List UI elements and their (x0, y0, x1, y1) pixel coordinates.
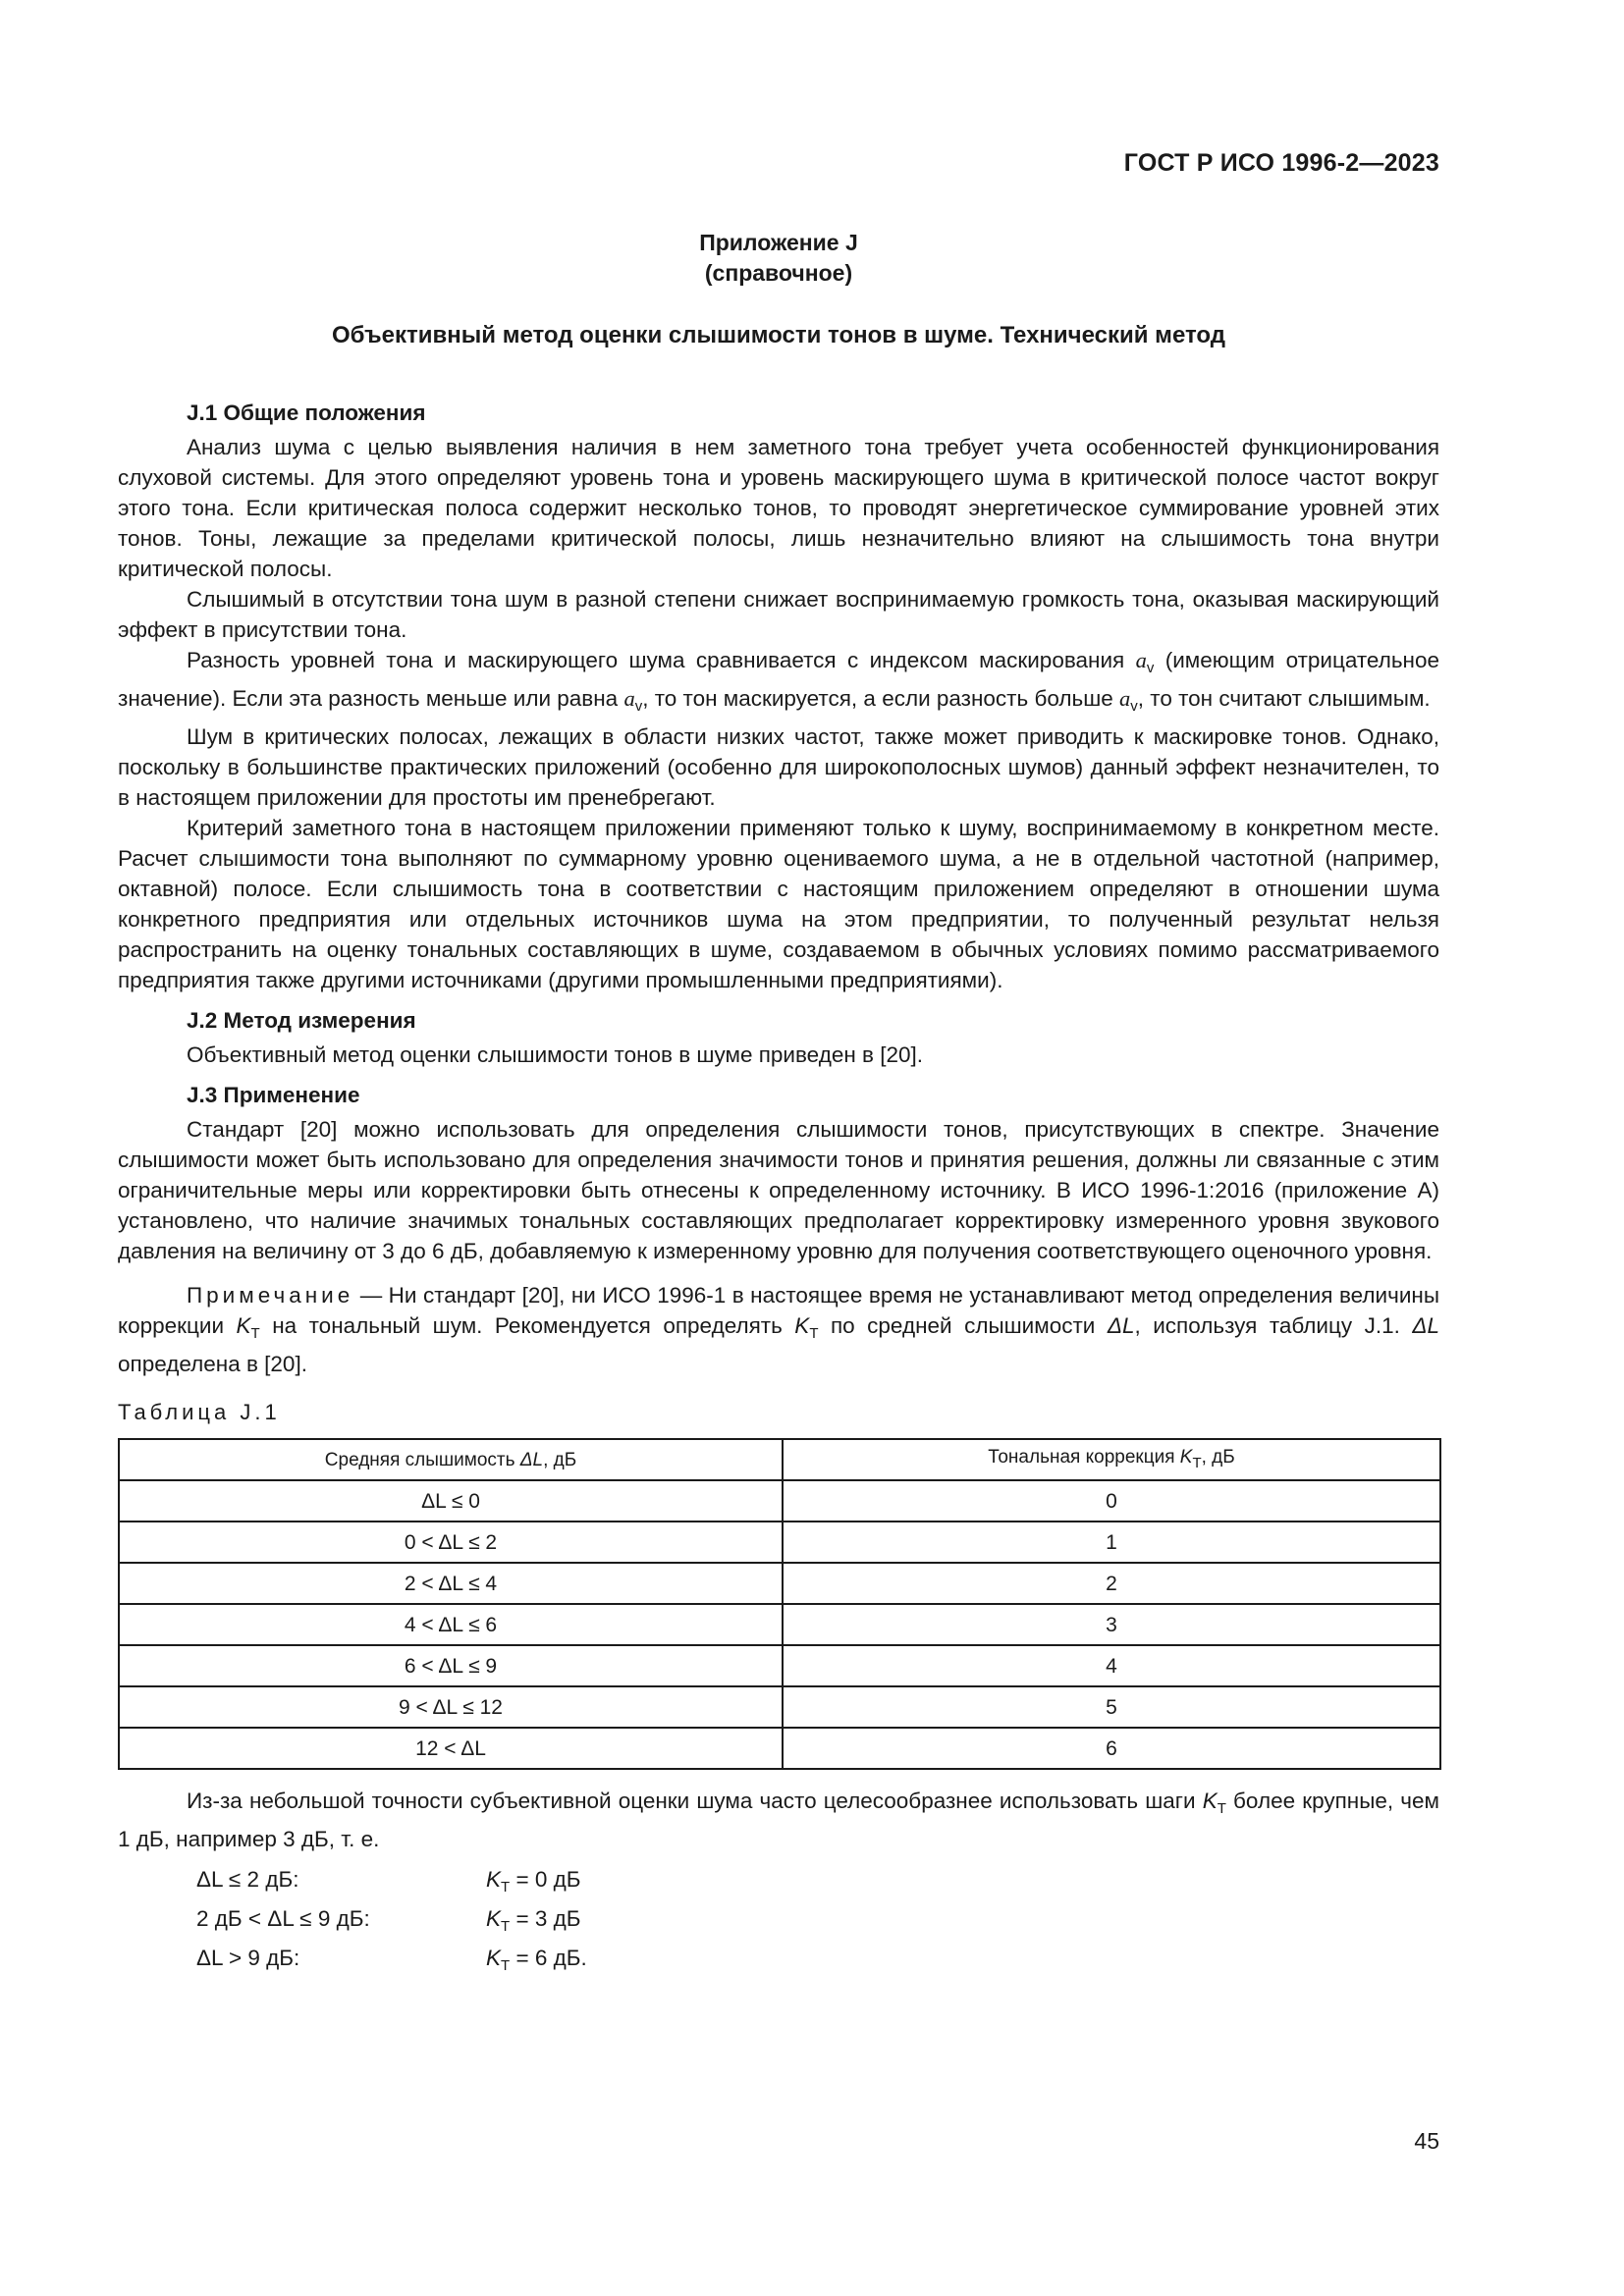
step-condition: 2 дБ < ΔL ≤ 9 дБ: (196, 1906, 370, 1931)
step-row (118, 1864, 1439, 1903)
cell-range: 6 < ΔL ≤ 9 (119, 1645, 783, 1686)
cell-value: 5 (783, 1686, 1440, 1728)
paragraph: Анализ шума с целью выявления наличия в нем заметного тона требует учета особенностей функционирования слуховой системы. Для этого определяют уровень тона и уровень маскирующего шума в критической полосе частот вокруг этого тона. Если критическая полоса содержит несколько тонов, то проводят энергетическое суммирование уровней этих тонов. Тоны, лежащие за пределами критической полосы, лишь незначительно влияют на слышимость тона внутри критической полосы. (118, 435, 1439, 581)
step-list (118, 1864, 1439, 1982)
table-caption: Таблица J.1 (118, 1400, 281, 1424)
paragraph: Объективный метод оценки слышимости тонов в шуме приведен в [20]. (187, 1042, 924, 1067)
table-row (119, 1480, 1440, 1522)
standard-designation: ГОСТ Р ИСО 1996-2—2023 (1123, 149, 1439, 177)
cell-range: 4 < ΔL ≤ 6 (119, 1604, 783, 1645)
table-row (119, 1522, 1440, 1563)
step-condition: ΔL ≤ 2 дБ: (196, 1867, 299, 1892)
section-heading-j1: J.1 Общие положения (187, 400, 426, 425)
annex-number: Приложение J (699, 230, 858, 255)
paragraph: Стандарт [20] можно использовать для определения слышимости тонов, присутствующих в спектре. Значение слышимости может быть использовано для определения значимости тонов и принятия решения, должны ли связанные с этим ограничительные меры или корректировки быть отнесены к определенному источнику. В ИСО 1996-1:2016 (приложение А) установлено, что наличие значимых тональных составляющих предполагает корректировку измеренного уровня звукового давления на величину от 3 до 6 дБ, добавляемую к измеренному уровню для получения соответствующего оценочного уровня. (118, 1117, 1439, 1263)
step-row (118, 1903, 1439, 1943)
section-heading-j3: J.3 Применение (187, 1083, 360, 1107)
paragraph-step-size: Из-за небольшой точности субъективной оценки шума часто целесообразнее использовать шаги $K_T$ более крупные, чем 1 дБ, например 3 дБ, т. е. (118, 1789, 1439, 1851)
cell-range: 0 < ΔL ≤ 2 (119, 1522, 783, 1563)
column-header-correction: Тональная коррекция $K_T$, дБ (783, 1439, 1440, 1480)
paragraph: Слышимый в отсутствии тона шум в разной степени снижает воспринимаемую громкость тона, оказывая маскирующий эффект в присутствии тона. (118, 587, 1439, 642)
cell-range: 12 < ΔL (119, 1728, 783, 1769)
table-row (119, 1686, 1440, 1728)
table-header-row (119, 1439, 1440, 1480)
table-row (119, 1563, 1440, 1604)
paragraph: Шум в критических полосах, лежащих в области низких частот, также может приводить к маскировке тонов. Однако, поскольку в большинстве практических приложений (особенно для широкополосных шумов) данный эффект незначителен, то в настоящем приложении для простоты им пренебрегают. (118, 724, 1439, 810)
step-value: $K_T = 6$ дБ. (486, 1946, 587, 1974)
table-row (119, 1604, 1440, 1645)
table-row (119, 1728, 1440, 1769)
paragraph-masking-index: Разность уровней тона и маскирующего шума сравнивается с индексом маскирования $a_v$ (имеющим отрицательное значение). Если эта разность меньше или равна $a_v$, то тон маскируется, а если разность больше $a_v$, то тон считают слышимым. (118, 648, 1440, 715)
paragraph: Критерий заметного тона в настоящем приложении применяют только к шуму, воспринимаемому в конкретном месте. Расчет слышимости тона выполняют по суммарному уровню оцениваемого шума, а не в отдельной частотной (например, октавной) полосе. Если слышимость тона в соответствии с настоящим приложением определяют в отношении шума конкретного предприятия или отдельных источников шума на этом предприятии, то полученный результат нельзя распространить на оценку тональных составляющих в шуме, создаваемом в обычных условиях помимо рассматриваемого предприятия также другими источниками (другими промышленными предприятиями). (118, 816, 1439, 992)
cell-value: 2 (783, 1563, 1440, 1604)
cell-value: 0 (783, 1480, 1440, 1522)
annex-heading: Объективный метод оценки слышимости тонов в шуме. Технический метод (332, 322, 1225, 348)
cell-value: 6 (783, 1728, 1440, 1769)
step-row (118, 1943, 1439, 1982)
cell-value: 1 (783, 1522, 1440, 1563)
step-value: $K_T = 3$ дБ (486, 1906, 581, 1935)
cell-range: ΔL ≤ 0 (119, 1480, 783, 1522)
step-condition: ΔL > 9 дБ: (196, 1946, 300, 1970)
correction-table (118, 1438, 1441, 1770)
step-value: $K_T = 0$ дБ (486, 1867, 581, 1896)
cell-value: 3 (783, 1604, 1440, 1645)
section-heading-j2: J.2 Метод измерения (187, 1008, 416, 1033)
cell-range: 2 < ΔL ≤ 4 (119, 1563, 783, 1604)
annex-body (118, 398, 1439, 1982)
note-label: Примечание (187, 1283, 354, 1308)
cell-range: 9 < ΔL ≤ 12 (119, 1686, 783, 1728)
annex-title (118, 228, 1439, 289)
masking-index-symbol: a (1135, 648, 1147, 672)
page-number: 45 (1414, 2128, 1439, 2154)
annex-status: (справочное) (704, 260, 853, 286)
column-header-audibility: Средняя слышимость ΔL, дБ (119, 1439, 783, 1480)
table-row (119, 1645, 1440, 1686)
cell-value: 4 (783, 1645, 1440, 1686)
note: Примечание — Ни стандарт [20], ни ИСО 1996-1 в настоящее время не устанавливают метод определения величины коррекции $K_T$ на тональный шум. Рекомендуется определять $K_T$ по средней слышимости ΔL, используя таблицу J.1. ΔL определена в [20]. (118, 1283, 1439, 1376)
